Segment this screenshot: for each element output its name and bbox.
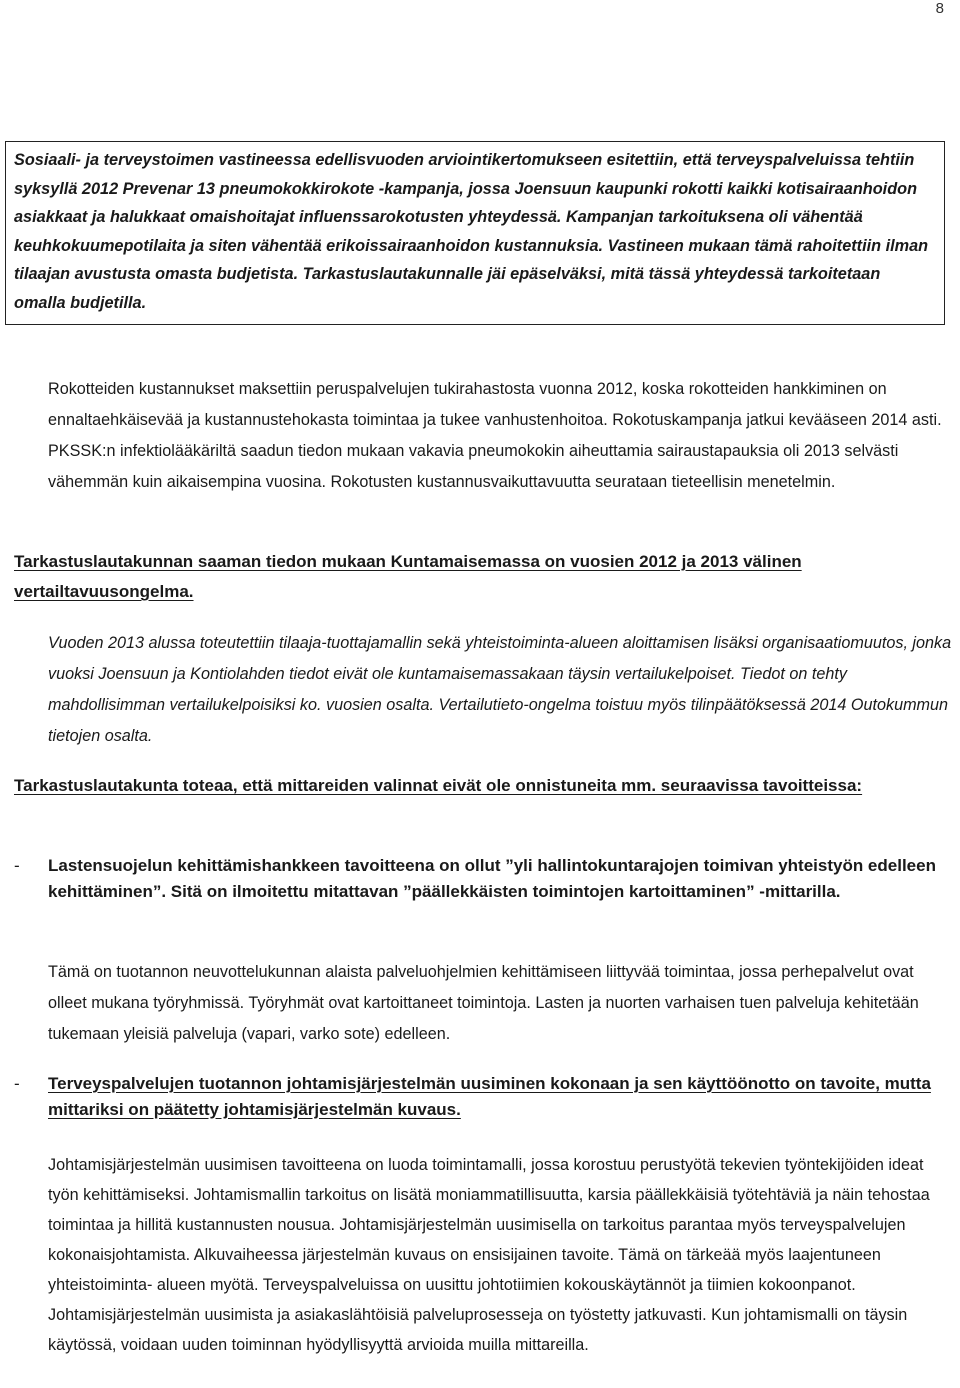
response-kuntamaisema: Vuoden 2013 alussa toteutettiin tilaaja-tuottajamallin sekä yhteistoiminta-alueen aloittamisen lisäksi organisaatiomuutos, jonka vuoksi Joensuun ja Kontiolahden tiedot eivät ole kuntamaisemassakaan täysin vertailukelpoiset. Tiedot on tehty mahdollisimman vertailukelpoisiksi ko. vuosien osalta. Vertailutieto-ongelma toistuu myös tilinpäätöksessä 2014 Outokummun tietojen osalta. xyxy=(48,634,952,745)
heading-measures xyxy=(14,771,944,801)
heading-kuntamaisema xyxy=(14,547,944,607)
heading-measures-text: Tarkastuslautakunta toteaa, että mittareiden valinnat eivät ole onnistuneita mm. seuraavissa tavoitteissa: xyxy=(14,776,863,795)
response-management-system-a: Johtamisjärjestelmän uusimisen tavoitteena on luoda toimintamalli, jossa korostuu perustyötä tekevien työntekijöiden ideat työn kehittämiseksi. Johtamismallin tarkoitus on lisätä moniammatillisuutta, karsia päällekkäisiä työtehtäviä ja näin tehostaa toimintaa ja hillitä kustannusten nousua. Johtamisjärjestelmän uusimisella on tarkoitus parantaa myös terveyspalvelujen kokonaisjohtamista. Alkuvaiheessa järjestelmän kuvaus on ensisijainen tavoite. Tämä on tärkeää myös laajentuneen yhteistoiminta- alueen myötä. Terveyspalveluissa on uusittu johtotiimien kokouskäytännöt ja tiimien kokoonpanot. xyxy=(48,1156,930,1294)
audit-quote-part1: Sosiaali- ja terveystoimen vastineessa edellisvuoden arviointikertomukseen esitettiin, että terveyspalveluissa tehtiin syksyllä 2012 Prevenar 13 pneumokokkirokote -kampanja, jossa Joensuun kaupunki rokotti kaikki kotisairaanhoidon asiakkaat ja halukkaat omaishoitajat influenssarokotusten yhteydessä. Kampanjan tarkoituksena oli vähentää keuhkokuumepotilaita ja siten vähentää erikoissairaanhoidon kustannuksia. xyxy=(14,151,918,255)
heading-kuntamaisema-text: Tarkastuslautakunnan saaman tiedon mukaan Kuntamaisemassa on vuosien 2012 ja 2013 välinen vertailtavuusongelma. xyxy=(14,552,802,601)
bullet-management-system-underlined: Terveyspalvelujen tuotannon johtamisjärjestelmän uusiminen kokonaan ja sen käyttöönotto on tavoite, mutta mittariksi on päätetty johtamisjärjestelmän kuvaus. xyxy=(48,1074,931,1119)
bullet-dash: - xyxy=(14,1074,20,1093)
bullet-management-system xyxy=(14,1071,944,1122)
page-number: 8 xyxy=(935,0,944,17)
response-management-system-b: Johtamisjärjestelmän uusimista ja asiakaslähtöisiä palveluprosesseja on työstetty jatkuvasti. Kun johtamismalli on täysin käytössä, voidaan uuden toiminnan hyödyllisyyttä arvioida muilla mittareilla. xyxy=(48,1306,908,1354)
bullet-management-system-text xyxy=(48,1071,944,1122)
bullet-dash: - xyxy=(14,856,20,875)
response-management-system xyxy=(48,1150,953,1360)
audit-quote-box xyxy=(5,141,945,325)
bullet-child-welfare-text: Lastensuojelun kehittämishankkeen tavoitteena on ollut ”yli hallintokuntarajojen toimivan yhteistyön edelleen kehittäminen”. Sitä on ilmoitettu mitattavan ”päällekkäisten toimintojen kartoittaminen” -mittarilla. xyxy=(48,856,936,901)
bullet-child-welfare xyxy=(14,853,944,904)
response-vaccination: Rokotteiden kustannukset maksettiin peruspalvelujen tukirahastosta vuonna 2012, koska rokotteiden hankkiminen on ennaltaehkäisevää ja kustannustehokasta toimintaa ja tukee vanhustenhoitoa. Rokotuskampanja jatkui kevääseen 2014 asti. PKSSK:n infektiolääkäriltä saadun tiedon mukaan vakavia pneumokokin aiheuttamia sairaustapauksia oli 2013 selvästi vähemmän kuin aikaisempina vuosina. Rokotusten kustannusvaikuttavuutta seurataan tieteellisin menetelmin. xyxy=(48,380,942,491)
response-child-welfare: Tämä on tuotannon neuvottelukunnan alaista palveluohjelmien kehittämiseen liittyvää toimintaa, jossa perhepalvelut ovat olleet mukana työryhmissä. Työryhmät ovat kartoittaneet toimintoja. Lasten ja nuorten varhaisen tuen palveluja kehitetään tukemaan yleisiä palveluja (vapari, varko sote) edelleen. xyxy=(48,963,919,1043)
audit-quote-part2: Vastineen mukaan tämä rahoitettiin ilman tilaajan avustusta omasta budjetista. Tarkastuslautakunnalle jäi epäselväksi, mitä tässä yhteydessä tarkoitetaan omalla budjetilla. xyxy=(14,236,929,312)
